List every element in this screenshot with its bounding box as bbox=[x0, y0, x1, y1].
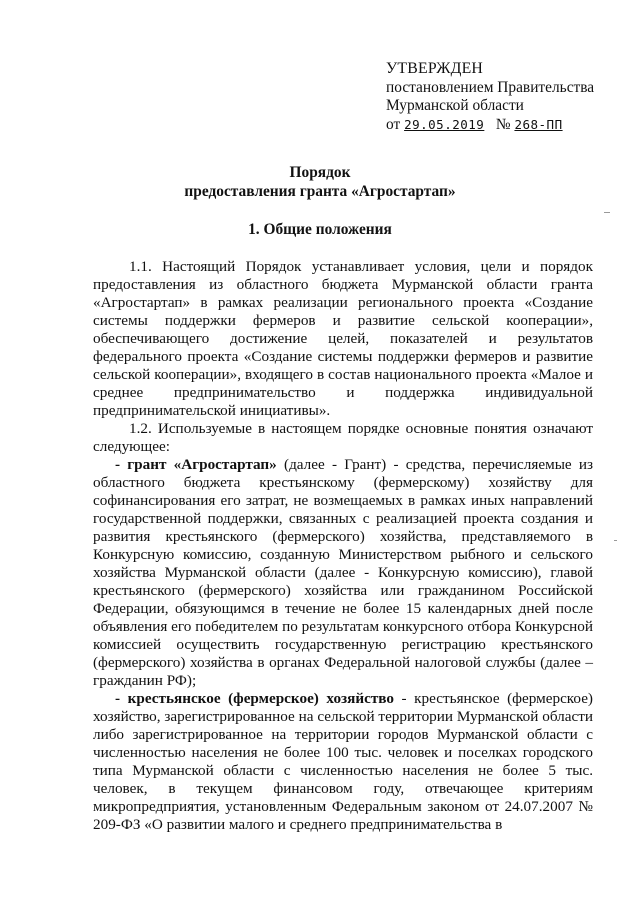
definition-grant bbox=[93, 456, 593, 690]
definition-farm bbox=[93, 690, 593, 834]
document-title: Порядок bbox=[289, 164, 351, 181]
definition-term: - грант «Агростартап» bbox=[115, 456, 277, 473]
scan-mark bbox=[604, 212, 610, 213]
approval-line-2: Мурманской области bbox=[386, 97, 524, 114]
definition-term: - крестьянское (фермерское) хозяйство bbox=[115, 690, 394, 707]
paragraph-1-1: 1.1. Настоящий Порядок устанавливает условия, цели и порядок предоставления из областного бюджета Мурманской области гранта «Агростартап» в рамках реализации регионального проекта «Создание системы поддержки фермеров и развитие сельской кооперации», обеспечивающего достижение целей, показателей и результатов федерального проекта «Создание системы поддержки фермеров и развитие сельской кооперации», входящего в состав национального проекта «Малое и среднее предпринимательство и поддержка индивидуальной предпринимательской инициативы». bbox=[93, 258, 593, 419]
section-heading: 1. Общие положения bbox=[248, 221, 392, 238]
document-subtitle: предоставления гранта «Агростартап» bbox=[184, 183, 456, 200]
approval-date-line bbox=[386, 116, 626, 135]
paragraph-1-2: 1.2. Используемые в настоящем порядке основные понятия означают следующее: bbox=[93, 420, 593, 455]
approval-number-value: 268-ПП bbox=[514, 116, 563, 132]
document-body bbox=[93, 258, 593, 834]
approval-date-prefix: от bbox=[386, 115, 401, 133]
approval-line-1: постановлением Правительства bbox=[386, 78, 595, 96]
approval-number-prefix: № bbox=[495, 115, 511, 133]
approval-stamp bbox=[386, 60, 626, 134]
approval-date-value: 29.05.2019 bbox=[404, 116, 485, 132]
approval-heading: УТВЕРЖДЕН bbox=[386, 60, 484, 77]
definition-text: (далее - Грант) - средства, перечисляемые из областного бюджета крестьянскому (фермерскому) хозяйству для софинансирования его затрат, не возмещаемых в рамках иных направлений государственной поддержки, связанных с реализацией проекта создания и развития крестьянского (фермерского) хозяйства, представляемого в Конкурсную комиссию, созданную Министерством рыбного и сельского хозяйства Мурманской области (далее - Конкурсную комиссию), главой крестьянского (фермерского) хозяйства или гражданином Российской Федерации, обязующимся в течение не более 15 календарных дней после объявления его победителем по результатам конкурсного отбора Конкурсной комиссией осуществить государственную регистрацию крестьянского (фермерского) хозяйства в органах Федеральной налоговой службы (далее – гражданин РФ); bbox=[93, 456, 593, 689]
definition-text: - крестьянское (фермерское) хозяйство, зарегистрированное на сельской территории Мурманской области либо зарегистрированное на территории городов Мурманской области с численностью населения не более 100 тыс. человек и поселках городского типа Мурманской области с численностью населения не более 5 тыс. человек, в текущем финансовом году, отвечающее критериям микропредприятия, установленным Федеральным законом от 24.07.2007 № 209-ФЗ «О развитии малого и среднего предпринимательства в bbox=[93, 690, 593, 833]
scan-mark bbox=[614, 540, 617, 541]
